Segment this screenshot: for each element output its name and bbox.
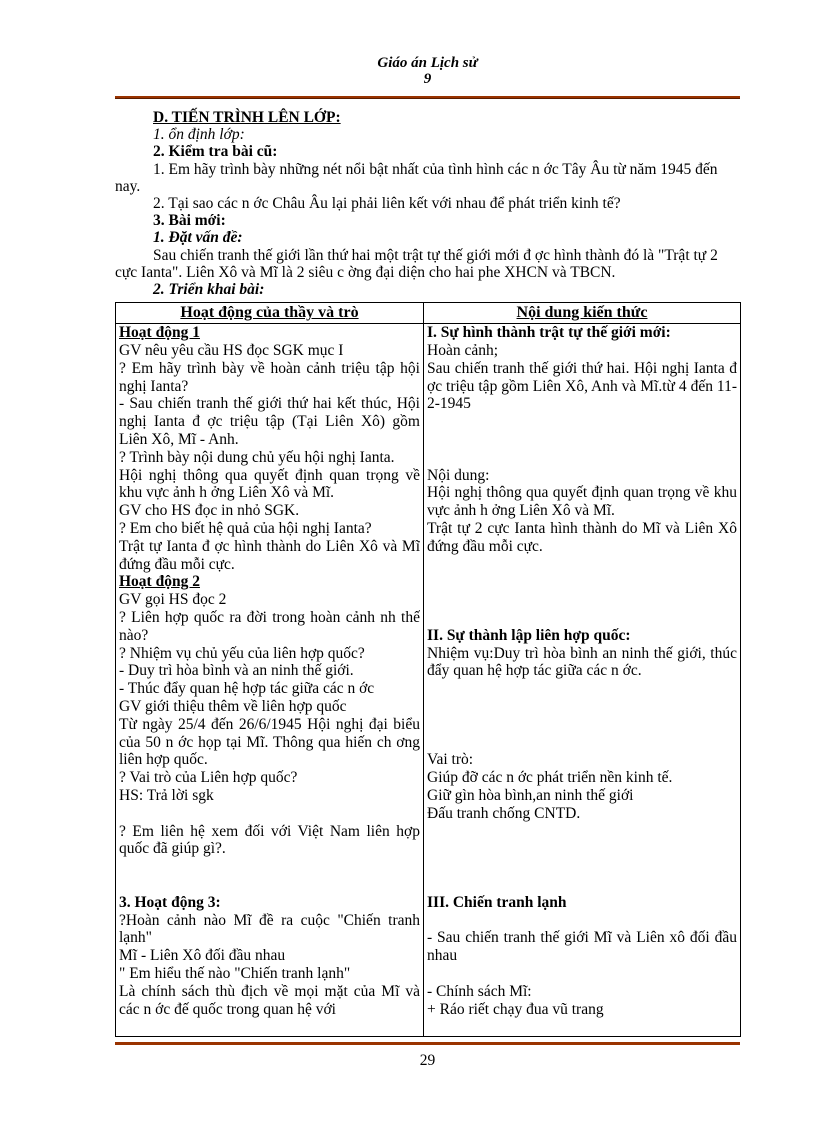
left-cell-paragraph-spacer	[119, 858, 420, 876]
left-cell-paragraph: GV gọi HS đọc 2	[119, 591, 227, 609]
left-cell-paragraph: Hội nghị thông qua quyết định quan trọng về khu vực ảnh h ởng Liên Xô và Mĩ.	[119, 466, 420, 502]
left-cell-paragraph: GV cho HS đọc in nhỏ SGK.	[119, 502, 300, 520]
left-cell-content	[119, 324, 420, 1036]
left-cell-paragraph: ? Em liên hệ xem đối với Việt Nam liên hợp quốc đã giúp gì?.	[119, 822, 420, 858]
right-cell-paragraph: III. Chiến tranh lạnh	[427, 893, 567, 911]
right-cell-paragraph: Hoàn cảnh;	[427, 342, 499, 360]
right-cell-paragraph-spacer	[427, 573, 737, 591]
lesson-table	[115, 302, 741, 1037]
left-cell-paragraph: Hoạt động 1	[119, 324, 200, 342]
intro-paragraph: 2. Triển khai bài:	[153, 281, 265, 299]
right-cell-paragraph: Nhiệm vụ:Duy trì hòa bình an ninh thế giới, thúc đẩy quan hệ hợp tác giữa các n ớc.	[427, 644, 737, 680]
document-header	[115, 55, 740, 87]
right-cell-paragraph-spacer	[427, 431, 737, 449]
right-cell-paragraph-spacer	[427, 449, 737, 467]
left-cell-paragraph: GV nêu yêu cầu HS đọc SGK mục I	[119, 342, 344, 360]
footer-rule	[115, 1042, 740, 1045]
right-cell-paragraph: Sau chiến tranh thế giới thứ hai. Hội nghị Ianta đ ợc triệu tập gồm Liên Xô, Anh và Mĩ.từ 4 đến 11-2-1945	[427, 359, 737, 413]
right-cell-paragraph-spacer	[427, 858, 737, 876]
left-cell-paragraph: ?Hoàn cảnh nào Mĩ đề ra cuộc "Chiến tranh lạnh"	[119, 911, 420, 947]
page-number: 29	[419, 1052, 436, 1070]
right-cell-paragraph: Giữ gìn hòa bình,an ninh thế giới	[427, 786, 634, 804]
right-cell-paragraph-spacer	[427, 591, 737, 609]
table-body-row	[116, 324, 741, 1037]
right-cell-paragraph-spacer	[427, 965, 737, 983]
intro-paragraph: Sau chiến tranh thế giới lần thứ hai một trật tự thế giới mới đ ợc hình thành đó là "Trật tự 2 cực Ianta". Liên Xô và Mĩ là 2 siêu c ờng đại diện cho hai phe XHCN và TBCN.	[115, 246, 718, 281]
left-cell-paragraph: - Thúc đẩy quan hệ hợp tác giữa các n ớc	[119, 680, 375, 698]
left-cell-paragraph: ? Nhiệm vụ chủ yếu của liên hợp quốc?	[119, 644, 365, 662]
right-cell-paragraph-spacer	[427, 912, 737, 930]
left-cell-paragraph-spacer	[119, 876, 420, 894]
left-cell-paragraph: Là chính sách thù địch về mọi mặt của Mĩ và các n ớc đế quốc trong quan hệ với	[119, 982, 420, 1018]
left-cell-paragraph: HS: Trả lời sgk	[119, 786, 214, 804]
right-cell-paragraph-spacer	[427, 840, 737, 858]
left-cell-paragraph: ? Em cho biết hệ quả của hội nghị Ianta?	[119, 520, 372, 537]
right-cell-paragraph-spacer	[427, 876, 737, 894]
left-cell-paragraph: 3. Hoạt động 3:	[119, 893, 221, 911]
intro-paragraph: D. TIẾN TRÌNH LÊN LỚP:	[153, 109, 341, 126]
left-cell-paragraph: Hoạt động 2	[119, 573, 200, 591]
left-cell-paragraph: - Sau chiến tranh thế giới thứ hai kết thúc, Hội nghị Ianta đ ợc triệu tập (Tại Liên Xô) gồm Liên Xô, Mĩ - Anh.	[119, 395, 420, 449]
right-cell-paragraph: Vai trò:	[427, 751, 474, 769]
right-cell-paragraph: Giúp đỡ các n ớc phát triển nền kinh tế.	[427, 769, 673, 787]
left-cell-paragraph: Từ ngày 25/4 đến 26/6/1945 Hội nghị đại biểu của 50 n ớc họp tại Mĩ. Thông qua hiến ch ơng liên hợp quốc.	[119, 715, 420, 769]
left-cell-paragraph: ? Vai trò của Liên hợp quốc?	[119, 769, 298, 787]
left-cell-paragraph: GV giới thiệu thêm về liên hợp quốc	[119, 697, 347, 715]
table-header-right: Nội dung kiến thức	[424, 303, 741, 324]
right-cell-paragraph-spacer	[427, 413, 737, 431]
intro-paragraph: 2. Tại sao các n ớc Châu Âu lại phải liên kết với nhau để phát triển kinh tế?	[153, 195, 621, 213]
intro-paragraph: 3. Bài mới:	[153, 212, 226, 230]
right-cell-paragraph-spacer	[427, 823, 737, 841]
intro-paragraph: 1. Đặt vấn đề:	[153, 229, 243, 247]
right-cell-paragraph-spacer	[427, 556, 737, 574]
right-cell-content	[427, 324, 737, 1036]
table-cell-right	[424, 324, 741, 1037]
intro-paragraph: 1. ổn định lớp:	[153, 126, 245, 144]
intro-paragraph: 1. Em hãy trình bày những nét nổi bật nhất của tình hình các n ớc Tây Âu từ năm 1945 đến nay.	[115, 160, 718, 195]
right-cell-paragraph-spacer	[427, 609, 737, 627]
left-cell-paragraph: ? Liên hợp quốc ra đời trong hoàn cảnh nh thế nào?	[119, 608, 420, 644]
intro-paragraph: 2. Kiểm tra bài cũ:	[153, 143, 278, 161]
left-cell-paragraph: Mĩ - Liên Xô đối đầu nhau	[119, 947, 286, 965]
right-cell-paragraph: Trật tự 2 cực Ianta hình thành do Mĩ và Liên Xô đứng đầu mỗi cực.	[427, 520, 737, 555]
table-header-row	[116, 303, 741, 324]
left-cell-paragraph-spacer	[119, 805, 420, 823]
right-cell-paragraph: - Chính sách Mĩ:	[427, 982, 532, 1000]
right-cell-paragraph: - Sau chiến tranh thế giới Mĩ và Liên xô đối đầu nhau	[427, 929, 737, 965]
right-cell-paragraph-spacer	[427, 734, 737, 752]
left-cell-paragraph: ? Trình bày nội dung chủ yếu hội nghị Ianta.	[119, 448, 395, 466]
left-cell-paragraph: Trật tự Ianta đ ợc hình thành do Liên Xô và Mĩ đứng đầu mỗi cực.	[119, 537, 420, 573]
header-grade: 9	[423, 71, 432, 87]
right-cell-paragraph-spacer	[427, 680, 737, 698]
header-rule	[115, 96, 740, 99]
right-cell-paragraph-spacer	[427, 698, 737, 716]
left-cell-paragraph: ? Em hãy trình bày về hoàn cảnh triệu tập hội nghị Ianta?	[119, 359, 420, 395]
right-cell-paragraph: + Ráo riết chạy đua vũ trang	[427, 1000, 604, 1018]
left-cell-paragraph: " Em hiểu thế nào "Chiến tranh lạnh"	[119, 964, 351, 982]
right-cell-paragraph: Nội dung:	[427, 466, 490, 484]
right-cell-paragraph: II. Sự thành lập liên hợp quốc:	[427, 626, 631, 644]
table-cell-left	[116, 324, 424, 1037]
right-cell-paragraph: Hội nghị thông qua quyết định quan trọng về khu vực ảnh h ởng Liên Xô và Mĩ.	[427, 484, 737, 520]
left-cell-paragraph: - Duy trì hòa bình và an ninh thế giới.	[119, 662, 354, 680]
right-cell-paragraph: Đấu tranh chống CNTD.	[427, 804, 581, 822]
right-cell-paragraph-spacer	[427, 716, 737, 734]
right-cell-paragraph: I. Sự hình thành trật tự thế giới mới:	[427, 324, 671, 342]
intro-section	[115, 109, 740, 298]
header-title: Giáo án Lịch sử	[377, 55, 478, 71]
table-header-left: Hoạt động của thầy và trò	[116, 303, 424, 324]
